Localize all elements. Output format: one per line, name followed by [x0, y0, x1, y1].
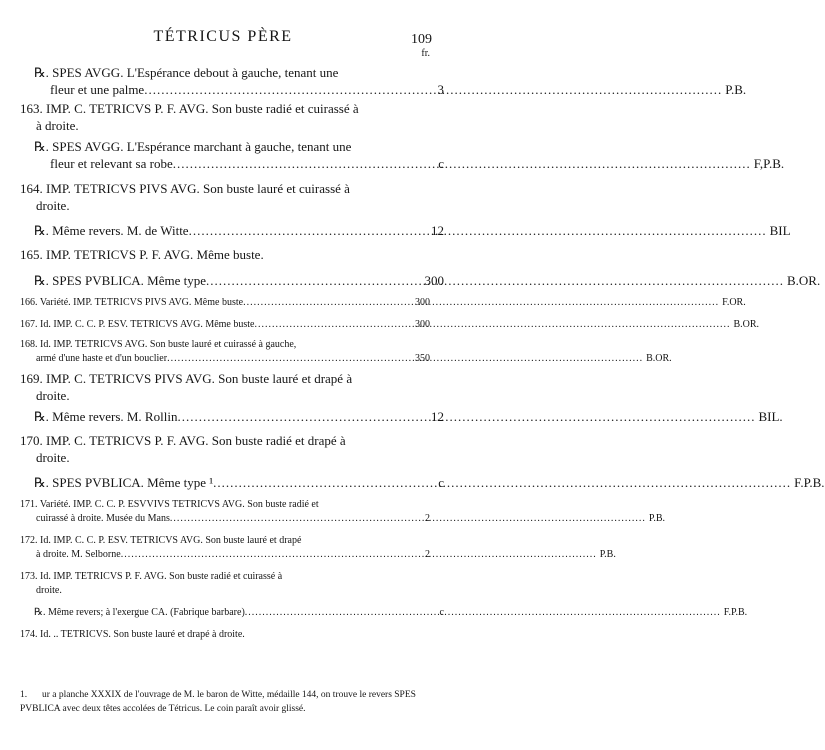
catalogue-entry [20, 272, 821, 289]
catalogue-entry [20, 246, 410, 263]
metal-code: BIL [769, 223, 791, 238]
price: 300 [415, 297, 430, 308]
price-unit: fr. [421, 48, 430, 59]
footnote [20, 688, 426, 716]
entry-line [20, 534, 410, 548]
entry-text: ℞. SPES PVBLICA. Même type ¹ [34, 475, 214, 490]
catalogue-entry [20, 606, 748, 620]
entry-line [20, 449, 410, 466]
entry-line [20, 246, 410, 263]
entry-text: 170. IMP. C. TETRICVS P. F. AVG. Son buste radié et drapé à [20, 433, 346, 448]
catalogue-entry [20, 474, 825, 491]
entry-text: ℞. Même revers. M. Rollin [34, 409, 178, 424]
entry-line [20, 387, 410, 404]
entry-line [20, 498, 410, 512]
leader-dots [121, 548, 597, 562]
entry-text: 172. Id. IMP. C. C. P. ESV. TETRICVS AVG. Son buste lauré et drapé [20, 535, 302, 546]
catalogue-entry [20, 318, 760, 332]
entry-text: armé d'une haste et d'un bouclier [36, 353, 168, 364]
leader-dots [243, 296, 719, 310]
entry-text: ℞. Même revers; à l'exergue CA. (Fabrique barbare) [34, 607, 245, 618]
price: 2 [425, 549, 430, 560]
catalogue-entry [20, 296, 746, 310]
catalogue-entry [20, 100, 410, 134]
price: c [438, 475, 444, 490]
entry-text: à droite. M. Selborne [36, 549, 121, 560]
metal-code: B.OR. [733, 319, 760, 330]
price: 12 [431, 409, 444, 424]
entry-text: cuirassé à droite. Musée du Mans [36, 513, 170, 524]
metal-code: F.P.B. [723, 607, 748, 618]
entry-line [34, 474, 825, 491]
entry-line [20, 370, 410, 387]
metal-code: P.B. [725, 82, 747, 97]
metal-code: P.B. [599, 549, 616, 560]
catalogue-entry [20, 338, 672, 366]
entry-text: 165. IMP. TETRICVS P. F. AVG. Même buste. [20, 247, 264, 262]
entry-text: droite. [36, 450, 70, 465]
entry-text: ℞. Même revers. M. de Witte [34, 223, 189, 238]
entry-text: 167. Id. IMP. C. C. P. ESV. TETRICVS AVG. Même buste [20, 319, 255, 330]
entry-text: à droite. [36, 118, 79, 133]
entry-text: fleur et une palme [50, 82, 145, 97]
catalogue-entry [20, 432, 410, 466]
leader-dots [245, 606, 721, 620]
footnote-text: ur a planche XXXIX de l'ouvrage de M. le baron de Witte, médaille 144, on trouve le revers SPES PVBLICA avec deux têtes accolées de Tétricus. Le coin paraît avoir glissé. [20, 690, 416, 714]
entry-text: ℞. SPES PVBLICA. Même type [34, 273, 206, 288]
leader-dots [206, 272, 784, 289]
catalogue-entry [20, 534, 616, 562]
metal-code: F,P.B. [753, 156, 785, 171]
entry-line [34, 606, 748, 620]
entry-line [20, 512, 665, 526]
price: 12 [431, 223, 444, 238]
catalogue-entry [20, 628, 410, 642]
leader-dots [189, 222, 767, 239]
catalogue-entry [20, 570, 410, 598]
entry-text: ℞. SPES AVGG. L'Espérance debout à gauche, tenant une [34, 65, 339, 80]
catalogue-entry [20, 408, 783, 425]
entry-text: 166. Variété. IMP. TETRICVS PIVS AVG. Même buste [20, 297, 244, 308]
entry-line [20, 338, 410, 352]
leader-dots [177, 408, 755, 425]
entry-line [20, 180, 410, 197]
entry-text: fleur et relevant sa robe [50, 156, 173, 171]
price: c [439, 607, 444, 618]
entry-text: droite. [36, 198, 70, 213]
entry-text: 169. IMP. C. TETRICVS PIVS AVG. Son buste lauré et drapé à [20, 371, 353, 386]
entry-line [34, 64, 424, 81]
metal-code: B.OR. [646, 353, 672, 364]
catalogue-entry [20, 498, 665, 526]
catalogue-entry [20, 138, 785, 172]
price: c [438, 156, 444, 171]
leader-dots [170, 512, 646, 526]
price: 2 [425, 513, 430, 524]
entry-line [20, 628, 410, 642]
entry-line [34, 81, 747, 98]
price: 3 [437, 82, 444, 97]
entry-text: 168. Id. IMP. TETRICVS AVG. Son buste lauré et cuirassé à gauche, [20, 339, 297, 350]
entry-line [20, 100, 410, 117]
leader-dots [167, 352, 643, 366]
entry-text: 171. Variété. IMP. C. C. P. ESVVIVS TETRICVS AVG. Son buste radié et [20, 499, 319, 510]
entry-line [20, 548, 616, 562]
leader-dots [173, 155, 751, 172]
entry-line [20, 197, 410, 214]
catalogue-entry [20, 64, 747, 98]
metal-code: P.B. [648, 513, 665, 524]
metal-code: B.OR. [787, 273, 821, 288]
leader-dots [144, 81, 722, 98]
entry-line [34, 138, 424, 155]
catalogue-entry [20, 370, 410, 404]
entry-text: 163. IMP. C. TETRICVS P. F. AVG. Son buste radié et cuirassé à [20, 101, 359, 116]
metal-code: F.OR. [722, 297, 746, 308]
entry-line [20, 570, 410, 584]
price: 300 [424, 273, 444, 288]
entry-text: 164. IMP. TETRICVS PIVS AVG. Son buste lauré et cuirassé à [20, 181, 350, 196]
price: 350 [415, 353, 430, 364]
leader-dots [213, 474, 791, 491]
entry-text: 174. Id. .. TETRICVS. Son buste lauré et drapé à droite. [20, 629, 245, 640]
page-number: 109 [411, 32, 432, 47]
entry-text: droite. [36, 388, 70, 403]
entry-line [34, 155, 785, 172]
leader-dots [254, 318, 730, 332]
entry-line [20, 432, 410, 449]
catalogue-entry [20, 180, 410, 214]
metal-code: BIL. [758, 409, 783, 424]
footnote-number: 1. [20, 690, 28, 700]
entry-text: ℞. SPES AVGG. L'Espérance marchant à gauche, tenant une [34, 139, 352, 154]
entry-text: 173. Id. IMP. TETRICVS P. F. AVG. Son buste radié et cuirassé à [20, 571, 283, 582]
catalogue-entry [20, 222, 791, 239]
metal-code: F.P.B. [794, 475, 825, 490]
running-title: TÉTRICUS PÈRE [153, 28, 293, 45]
entry-line [20, 117, 410, 134]
entry-line [20, 584, 410, 598]
entry-text: droite. [36, 585, 62, 596]
price: 300 [415, 319, 430, 330]
